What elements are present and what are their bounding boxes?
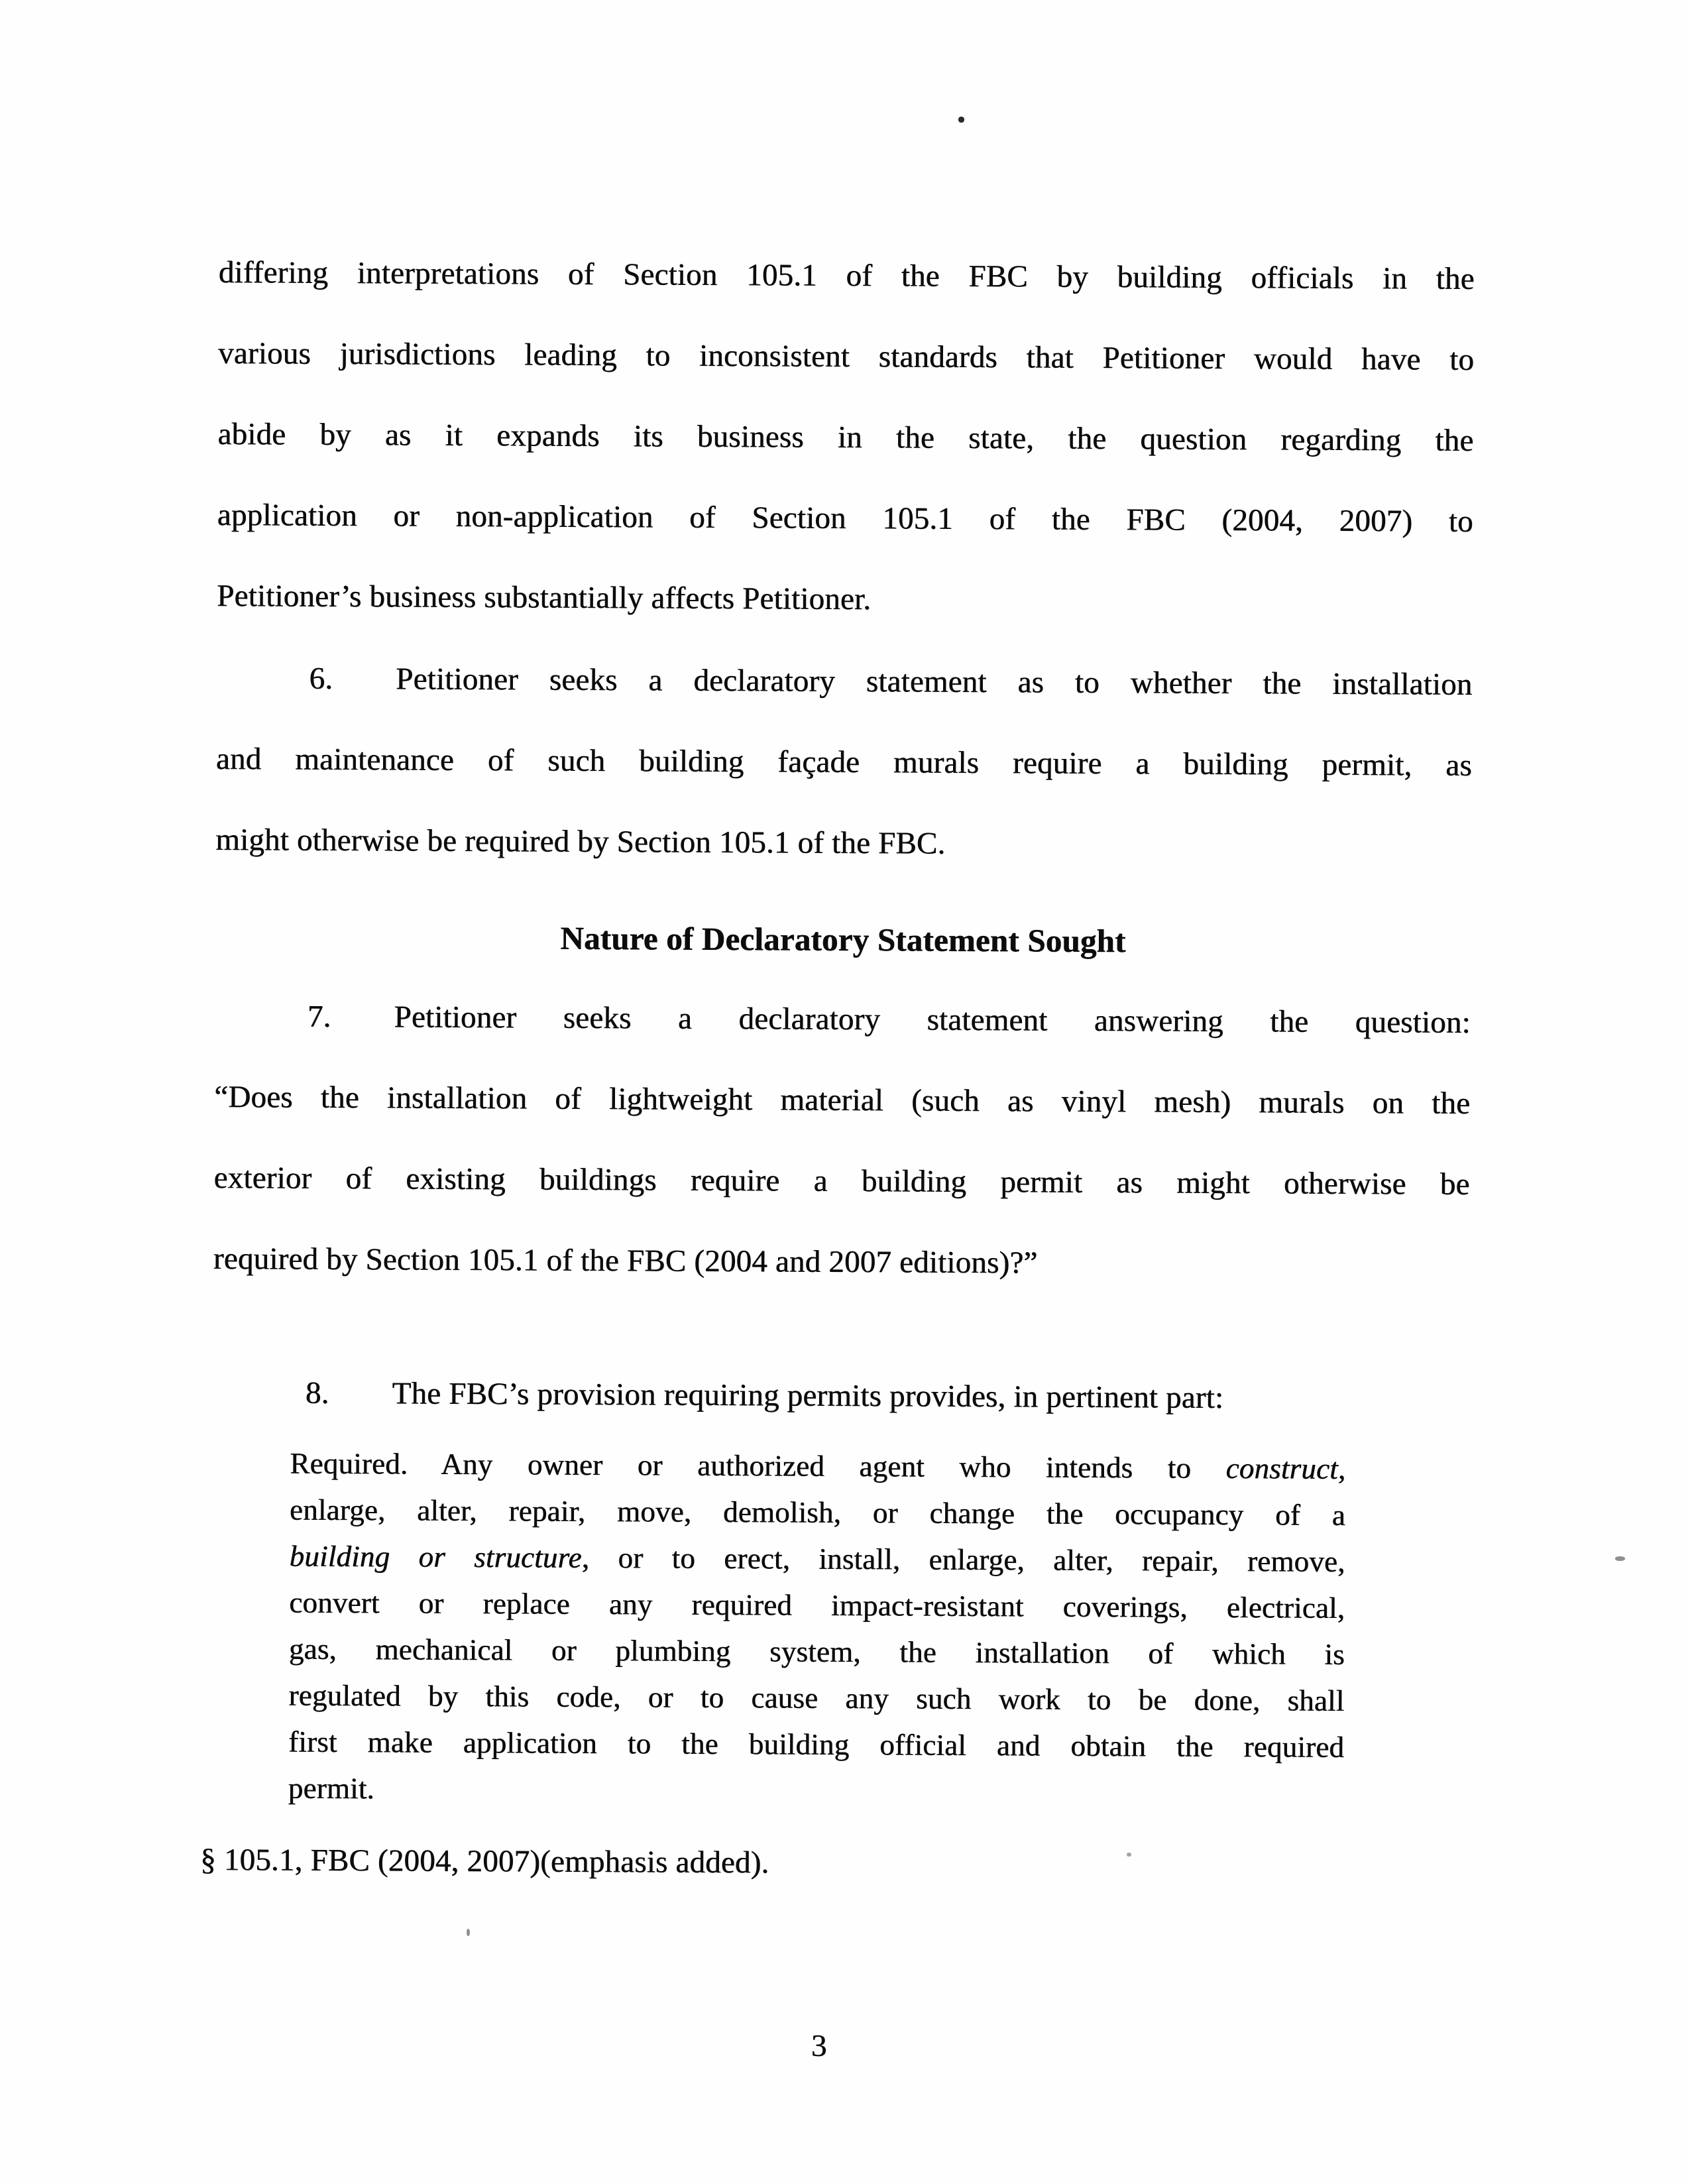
- paragraph-8: [213, 1352, 1469, 1440]
- text-line: [213, 1352, 1469, 1440]
- scan-artifact-dash: [1615, 1556, 1625, 1561]
- text-line: convert or replace any required impact-resistant coverings, electrical,: [289, 1585, 1345, 1625]
- paragraph-first-line: Petitioner seeks a declaratory statement answering the question:: [394, 1000, 1471, 1040]
- text-line: [290, 1440, 1345, 1491]
- text-line: regulated by this code, or to cause any such work to be done, shall: [288, 1678, 1345, 1717]
- page-number: 3: [811, 2028, 827, 2063]
- text-line: exterior of existing buildings require a building permit as might otherwise be: [213, 1160, 1470, 1202]
- text-line: and maintenance of such building façade murals require a building permit, as: [215, 741, 1472, 783]
- text-line: required by Section 105.1 of the FBC (2004 and 2007 editions)?”: [213, 1241, 1038, 1281]
- section-heading: Nature of Declaratory Statement Sought: [560, 919, 1126, 960]
- text-line: permit.: [288, 1771, 374, 1806]
- paragraph-5-continuation: [217, 232, 1475, 643]
- text-line: enlarge, alter, repair, move, demolish, or change the occupancy of a: [289, 1493, 1346, 1532]
- paragraph-first-line: The FBC’s provision requiring permits provides, in pertinent part:: [392, 1376, 1224, 1415]
- text-line: [216, 638, 1473, 725]
- quote-emphasis: building or structure: [289, 1539, 582, 1574]
- paragraph-first-line: Petitioner seeks a declaratory statement as to whether the installation: [395, 661, 1473, 702]
- block-quote: [288, 1440, 1346, 1816]
- text-line: might otherwise be required by Section 105.1 of the FBC.: [215, 822, 946, 861]
- quote-emphasis: construct,: [1225, 1451, 1346, 1485]
- text-line: “Does the installation of lightweight material (such as vinyl mesh) murals on the: [214, 1079, 1471, 1121]
- text-line: first make application to the building official and obtain the required: [288, 1725, 1345, 1764]
- scan-artifact-speck: [467, 1929, 470, 1936]
- scan-artifact-dot: [1127, 1853, 1131, 1857]
- text-line: various jurisdictions leading to inconsistent standards that Petitioner would have to: [217, 335, 1475, 377]
- citation-line: § 105.1, FBC (2004, 2007)(emphasis added).: [200, 1842, 769, 1880]
- paragraph-7: [213, 976, 1471, 1306]
- text-line: [289, 1532, 1345, 1584]
- text-line: differing interpretations of Section 105.1 of the FBC by building officials in the: [218, 255, 1475, 296]
- quote-text: , or to erect, install, enlarge, alter, repair, remove,: [581, 1540, 1345, 1578]
- text-line: [214, 976, 1471, 1063]
- text-line: gas, mechanical or plumbing system, the installation of which is: [288, 1632, 1345, 1671]
- paragraph-number: 6.: [309, 661, 333, 696]
- scan-artifact-dot: [958, 117, 964, 123]
- text-line: Petitioner’s business substantially affects Petitioner.: [216, 578, 872, 617]
- text-line: application or non-application of Section 105.1 of the FBC (2004, 2007) to: [217, 497, 1473, 539]
- paragraph-number: 8.: [305, 1375, 329, 1410]
- paragraph-6: [215, 638, 1473, 887]
- quote-text: Required. Any owner or authorized agent who intends to: [290, 1446, 1226, 1485]
- text-line: abide by as it expands its business in the state, the question regarding the: [217, 416, 1474, 458]
- paragraph-number: 7.: [307, 999, 331, 1034]
